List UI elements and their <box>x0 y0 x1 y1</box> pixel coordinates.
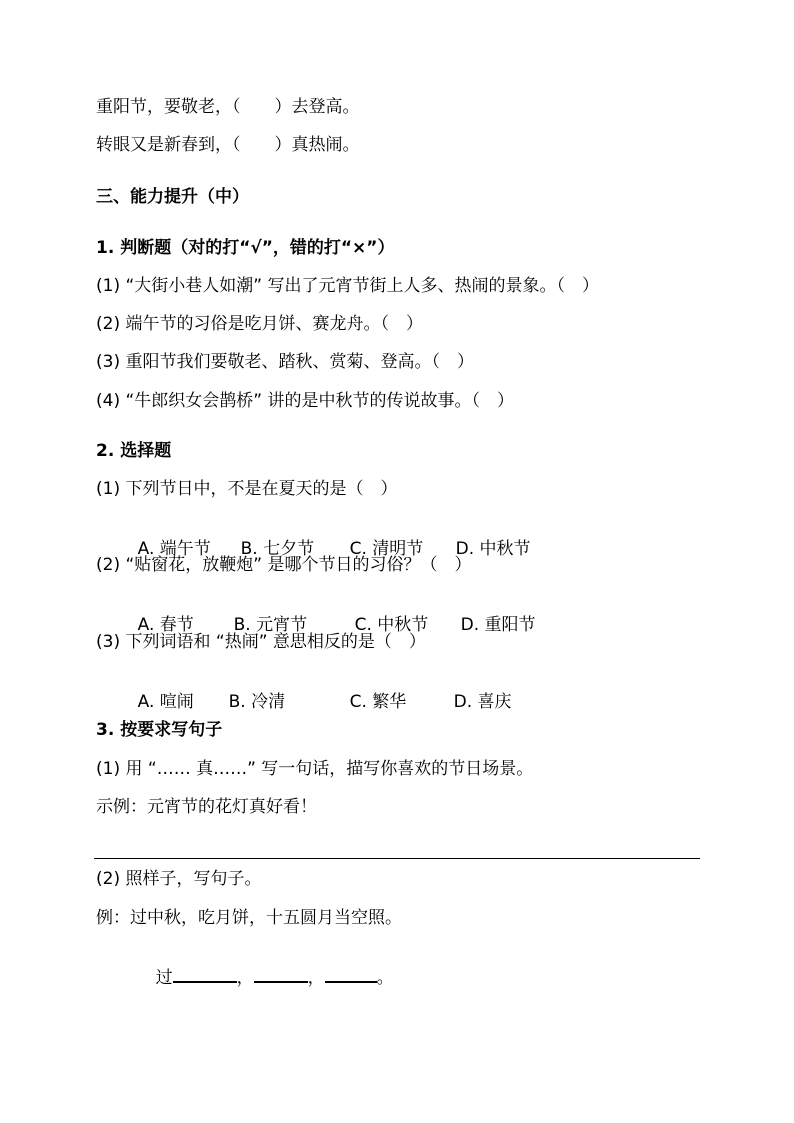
q1-item-3: (3) 重阳节我们要敬老、踏秋、赏菊、登高。（ ） <box>96 352 474 372</box>
fill-blank-2[interactable] <box>254 966 308 983</box>
fill-end: 。 <box>376 968 394 988</box>
q3-item-2: (2) 照样子，写句子。 <box>96 869 262 889</box>
q1-item-2: (2) 端午节的习俗是吃月饼、赛龙舟。（ ） <box>96 314 423 334</box>
option-d: D. 中秋节 <box>455 539 531 559</box>
fill-prefix: 过 <box>155 968 173 988</box>
option-b: B. 元宵节 <box>233 615 308 635</box>
q3-example-1: 示例：元宵节的花灯真好看！ <box>96 797 317 817</box>
option-c: C. 清明节 <box>349 539 424 559</box>
option-d: D. 喜庆 <box>453 692 512 712</box>
option-a: A. 端午节 <box>137 539 211 559</box>
fill-line-1: 重阳节，要敬老，（ ）去登高。 <box>96 97 360 117</box>
fill-line-2: 转眼又是新春到，（ ）真热闹。 <box>96 135 360 155</box>
q3-title: 3. 按要求写句子 <box>96 720 223 740</box>
q1-title: 1. 判断题（对的打“√”，错的打“×”） <box>96 238 395 258</box>
answer-line[interactable] <box>94 858 700 859</box>
option-a: A. 春节 <box>137 615 194 635</box>
option-b: B. 七夕节 <box>240 539 315 559</box>
option-c: C. 中秋节 <box>354 615 429 635</box>
fill-separator-1: ， <box>236 968 254 988</box>
q1-item-4: (4) “牛郎织女会鹊桥” 讲的是中秋节的传说故事。（ ） <box>96 391 515 411</box>
fill-blank-3[interactable] <box>325 966 377 983</box>
q2-question-3: (3) 下列词语和 “热闹” 意思相反的是（ ） <box>96 632 426 652</box>
q3-example-2: 例：过中秋，吃月饼，十五圆月当空照。 <box>96 908 402 928</box>
q2-title: 2. 选择题 <box>96 441 172 461</box>
section-title: 三、能力提升（中） <box>96 187 249 207</box>
option-b: B. 冷清 <box>228 692 286 712</box>
fill-separator-2: ， <box>307 968 325 988</box>
q2-question-1: (1) 下列节日中，不是在夏天的是（ ） <box>96 479 398 499</box>
option-c: C. 繁华 <box>349 692 407 712</box>
option-a: A. 喧闹 <box>137 692 194 712</box>
q1-item-1: (1) “大街小巷人如潮” 写出了元宵节街上人多、热闹的景象。（ ） <box>96 276 600 296</box>
q2-question-2: (2) “贴窗花，放鞭炮” 是哪个节日的习俗？（ ） <box>96 555 472 575</box>
option-d: D. 重阳节 <box>460 615 536 635</box>
q3-fill-row <box>134 944 394 1011</box>
fill-blank-1[interactable] <box>173 966 237 983</box>
q3-item-1: (1) 用 “…… 真……” 写一句话，描写你喜欢的节日场景。 <box>96 759 534 779</box>
